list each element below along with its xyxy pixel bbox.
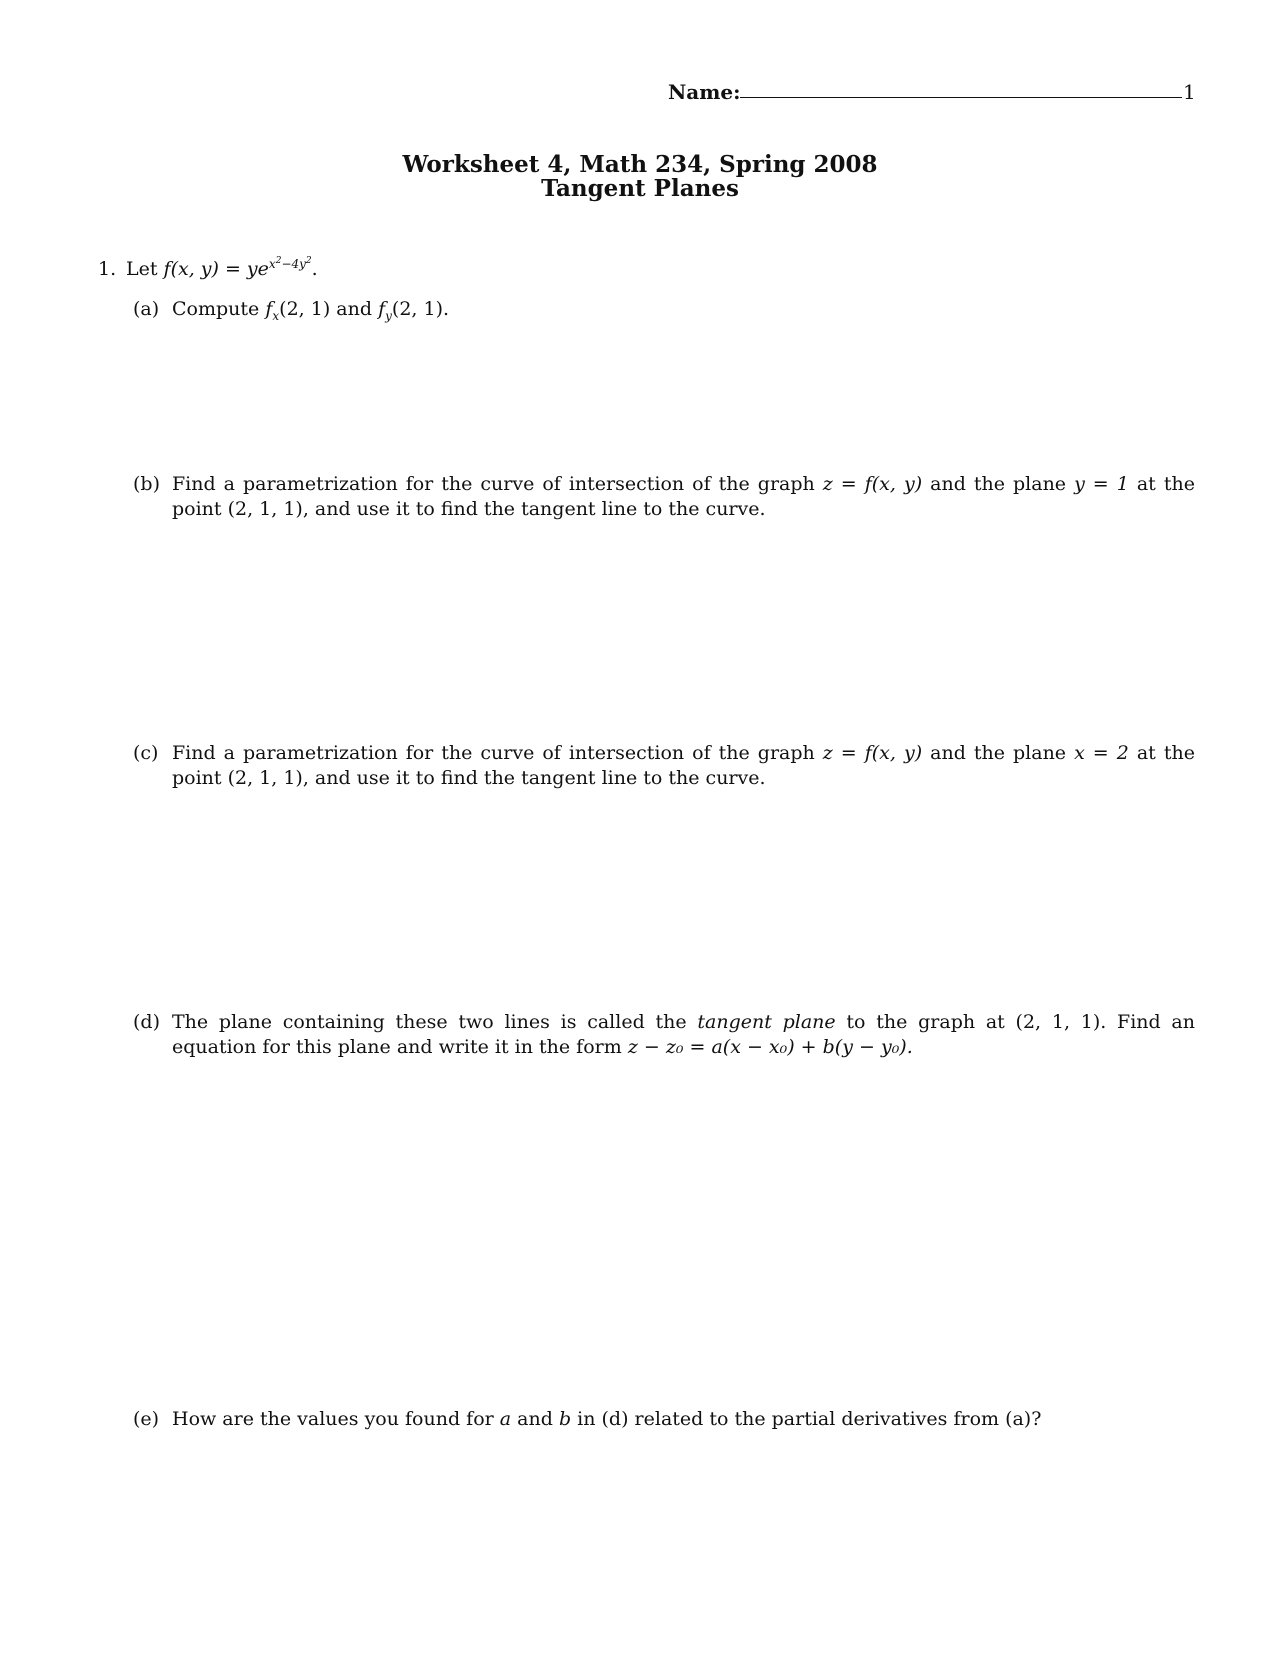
part-label-d: (d)	[133, 1011, 160, 1033]
tangent-plane-term: tangent plane	[697, 1011, 836, 1033]
worksheet-subtitle: Tangent Planes	[541, 175, 739, 202]
part-label-c: (c)	[133, 742, 159, 764]
part-b-text: Find a parametrization for the curve of intersection of the graph z = f(x, y) and the plane y = 1 at the point (2, 1, 1), and use it to find the tangent line to the curve.	[172, 473, 1195, 520]
function-definition: f(x, $y) = ye^{x^2-4y^2}$	[163, 255, 312, 280]
intro-text: Let	[126, 258, 158, 280]
name-label: Name:	[668, 80, 741, 104]
part-label-e: (e)	[133, 1408, 160, 1430]
name-blank-line[interactable]	[740, 97, 1182, 98]
part-label-a: (a)	[133, 298, 160, 320]
part-c-text: Find a parametrization for the curve of intersection of the graph z = f(x, y) and the plane x = 2 at the point (2, 1, 1), and use it to find the tangent line to the curve.	[172, 742, 1195, 789]
part-d-text: The plane containing these two lines is called the tangent plane to the graph at (2, 1, 1). Find an equation for this plane and write it in the form z − z₀ = a(x − x₀) + b(y − y₀).	[172, 1011, 1196, 1058]
page-number: 1	[1183, 80, 1196, 104]
worksheet-title: Worksheet 4, Math 234, Spring 2008	[402, 151, 878, 178]
problem-number: 1.	[98, 258, 117, 280]
problem-intro: Let f(x, $y) = ye^{x^2-4y^2}$.	[126, 255, 318, 280]
part-e-text: How are the values you found for a and b in (d) related to the partial derivatives from (a)?	[172, 1408, 1042, 1430]
part-label-b: (b)	[133, 473, 160, 495]
part-a-text: Compute $f_x(2$, 1) and $f_y(2$, 1).	[172, 298, 450, 323]
